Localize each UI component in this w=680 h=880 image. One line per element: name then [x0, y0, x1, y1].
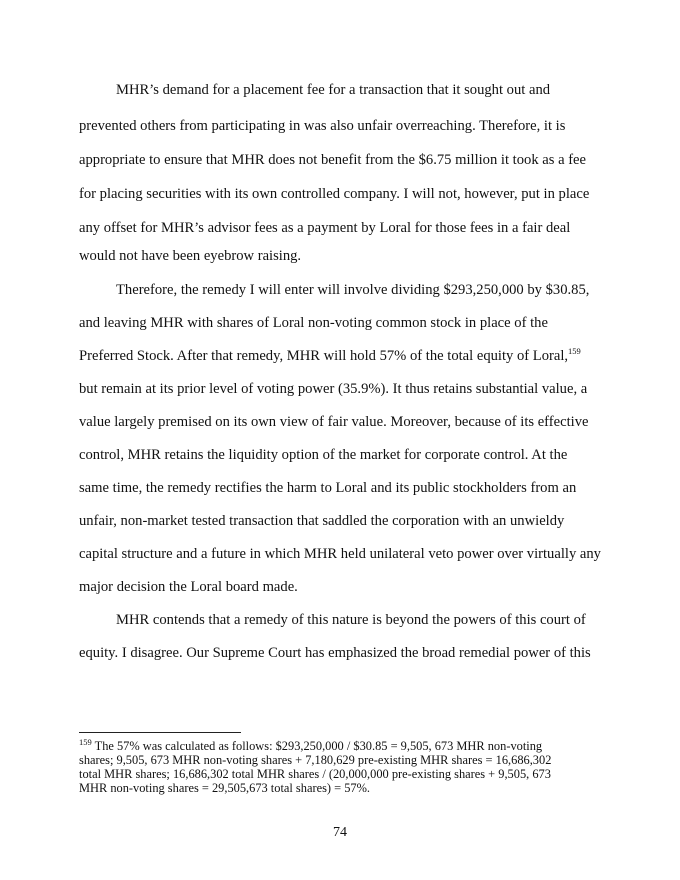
body-line: same time, the remedy rectifies the harm to Loral and its public stockholders from an — [79, 480, 577, 496]
footnote-line: shares; 9,505, 673 MHR non-voting shares + 7,180,629 pre-existing MHR shares = 16,686,302 — [79, 753, 552, 767]
footnote-text: The 57% was calculated as follows: $293,250,000 / $30.85 = 9,505, 673 MHR non-voting — [91, 739, 543, 753]
body-line: would not have been eyebrow raising. — [79, 248, 302, 264]
page-number: 74 — [333, 825, 347, 840]
footnote-line: total MHR shares; 16,686,302 total MHR shares / (20,000,000 pre-existing shares + 9,505, 673 — [79, 767, 551, 781]
footnote-number: 159 — [79, 736, 92, 747]
footnote-reference: 159 — [568, 346, 581, 357]
body-line-text: Preferred Stock. After that remedy, MHR will hold 57% of the total equity of Loral, — [79, 348, 569, 364]
footnote-line — [79, 736, 543, 753]
body-line: equity. I disagree. Our Supreme Court has emphasized the broad remedial power of this — [79, 645, 591, 661]
body-line: value largely premised on its own view of fair value. Moreover, because of its effective — [79, 414, 589, 430]
body-line: major decision the Loral board made. — [79, 579, 298, 595]
body-line: MHR contends that a remedy of this nature is beyond the powers of this court of — [116, 612, 586, 628]
body-line — [79, 348, 581, 364]
body-line: appropriate to ensure that MHR does not benefit from the $6.75 million it took as a fee — [79, 152, 587, 168]
body-line: unfair, non-market tested transaction that saddled the corporation with an unwieldy — [79, 513, 565, 529]
body-line: any offset for MHR’s advisor fees as a payment by Loral for those fees in a fair deal — [79, 220, 571, 236]
body-line: capital structure and a future in which MHR held unilateral veto power over virtually any — [79, 546, 601, 562]
body-line: and leaving MHR with shares of Loral non-voting common stock in place of the — [79, 315, 548, 331]
body-line: for placing securities with its own controlled company. I will not, however, put in place — [79, 186, 590, 202]
body-line: MHR’s demand for a placement fee for a transaction that it sought out and — [116, 82, 551, 98]
body-line: Therefore, the remedy I will enter will involve dividing $293,250,000 by $30.85, — [116, 282, 590, 298]
body-line: control, MHR retains the liquidity option of the market for corporate control. At the — [79, 447, 568, 463]
footnote-line: MHR non-voting shares = 29,505,673 total shares) = 57%. — [79, 781, 371, 795]
body-line: prevented others from participating in was also unfair overreaching. Therefore, it is — [79, 118, 566, 134]
body-line: but remain at its prior level of voting power (35.9%). It thus retains substantial value, a — [79, 381, 588, 397]
footnote-divider — [79, 732, 241, 733]
